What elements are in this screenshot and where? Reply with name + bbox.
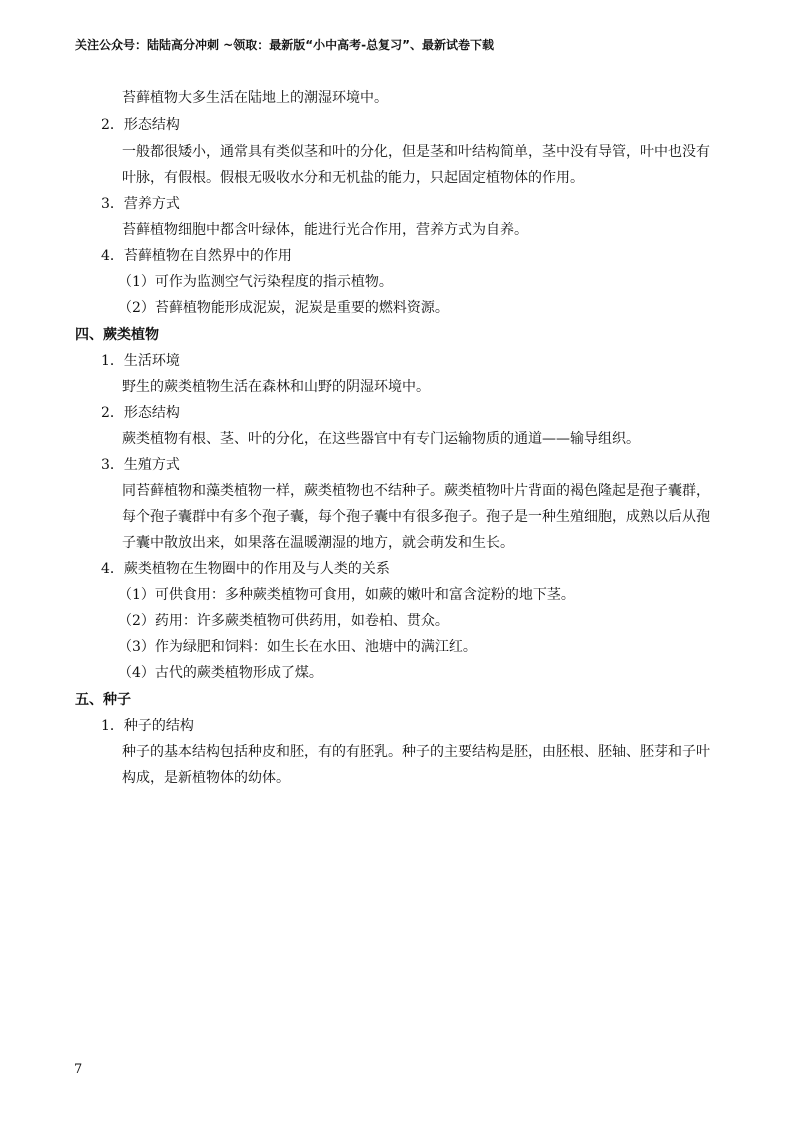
list-item: （4）古代的蕨类植物形成了煤。 bbox=[118, 665, 323, 681]
subheading: 4．苔藓植物在自然界中的作用 bbox=[101, 248, 292, 264]
list-item: （1）可供食用：多种蕨类植物可食用，如蕨的嫩叶和富含淀粉的地下茎。 bbox=[118, 587, 575, 603]
page-header: 关注公众号：陆陆高分冲刺 ~领取：最新版“小中高考-总复习”、最新试卷下载 bbox=[75, 38, 494, 52]
subheading: 3．生殖方式 bbox=[101, 457, 180, 473]
text-line: 叶脉，有假根。假根无吸收水分和无机盐的能力，只起固定植物体的作用。 bbox=[122, 170, 584, 186]
list-item: （2）苔藓植物能形成泥炭，泥炭是重要的燃料资源。 bbox=[118, 300, 449, 316]
text-line: 构成，是新植物体的幼体。 bbox=[122, 770, 290, 786]
text-line: 苔藓植物大多生活在陆地上的潮湿环境中。 bbox=[122, 90, 388, 106]
text-line: 每个孢子囊群中有多个孢子囊，每个孢子囊中有很多孢子。孢子是一种生殖细胞，成熟以后从孢 bbox=[122, 509, 710, 525]
text-line: 蕨类植物有根、茎、叶的分化，在这些器官中有专门运输物质的通道——输导组织。 bbox=[122, 431, 640, 447]
text-line: 一般都很矮小，通常具有类似茎和叶的分化，但是茎和叶结构简单，茎中没有导管，叶中也没有 bbox=[122, 144, 710, 160]
section-heading: 五、种子 bbox=[75, 692, 131, 708]
list-item: （2）药用：许多蕨类植物可供药用，如卷柏、贯众。 bbox=[118, 613, 449, 629]
list-item: （3）作为绿肥和饲料：如生长在水田、池塘中的满江红。 bbox=[118, 639, 477, 655]
section-heading: 四、蕨类植物 bbox=[75, 327, 159, 343]
text-line: 同苔藓植物和藻类植物一样，蕨类植物也不结种子。蕨类植物叶片背面的褐色隆起是孢子囊群， bbox=[122, 483, 710, 499]
subheading: 1．生活环境 bbox=[101, 353, 180, 369]
subheading: 1．种子的结构 bbox=[101, 718, 194, 734]
text-line: 野生的蕨类植物生活在森林和山野的阴湿环境中。 bbox=[122, 379, 430, 395]
list-item: （1）可作为监测空气污染程度的指示植物。 bbox=[118, 274, 393, 290]
text-line: 种子的基本结构包括种皮和胚，有的有胚乳。种子的主要结构是胚，由胚根、胚轴、胚芽和子叶 bbox=[122, 744, 710, 760]
text-line: 子囊中散放出来，如果落在温暖潮湿的地方，就会萌发和生长。 bbox=[122, 535, 514, 551]
text-line: 苔藓植物细胞中都含叶绿体，能进行光合作用，营养方式为自养。 bbox=[122, 222, 528, 238]
subheading: 3．营养方式 bbox=[101, 196, 180, 212]
page-number: 7 bbox=[74, 1062, 83, 1077]
subheading: 4．蕨类植物在生物圈中的作用及与人类的关系 bbox=[101, 561, 390, 577]
subheading: 2．形态结构 bbox=[101, 405, 180, 421]
subheading: 2．形态结构 bbox=[101, 117, 180, 133]
